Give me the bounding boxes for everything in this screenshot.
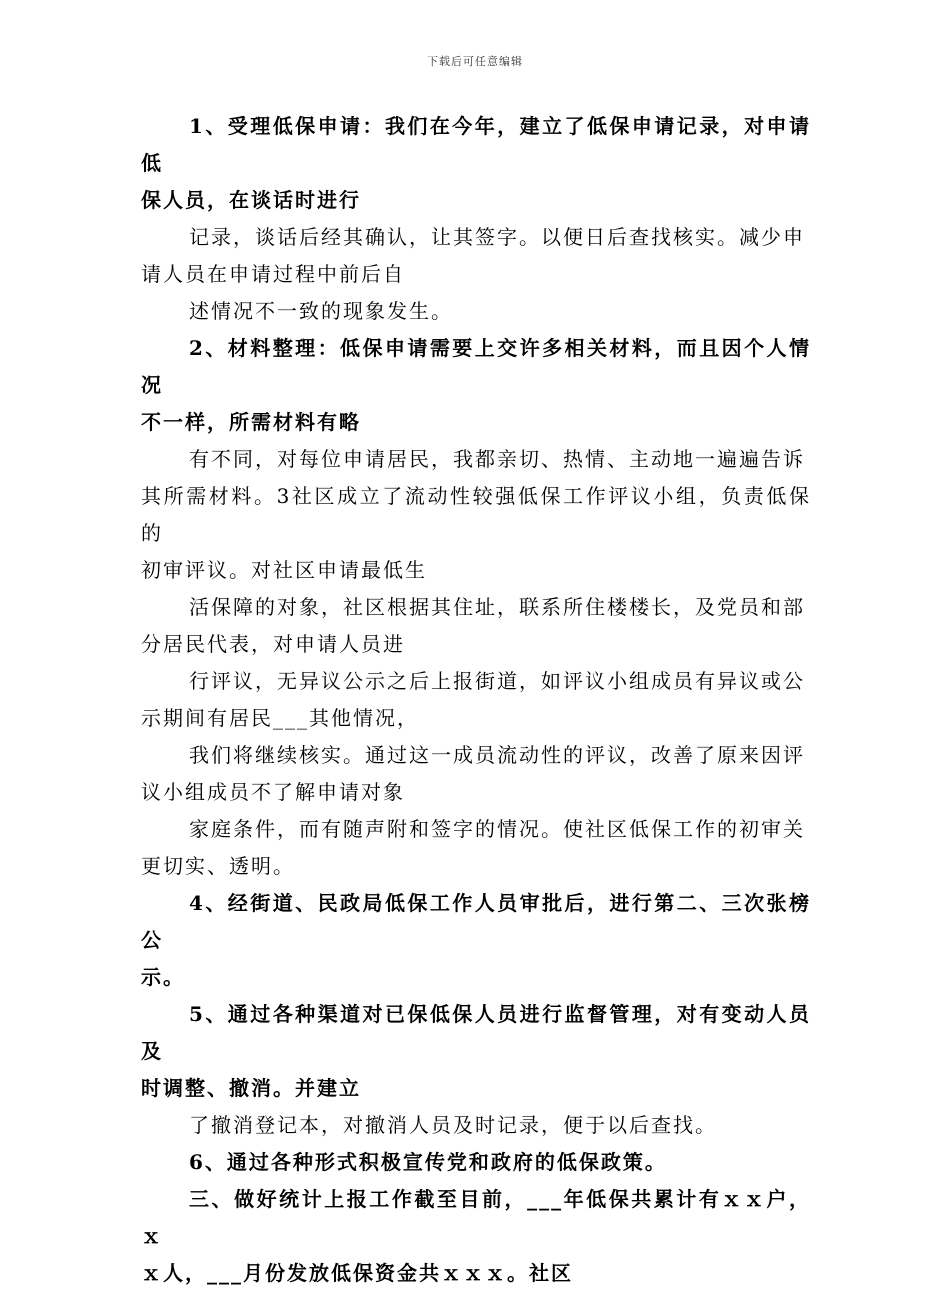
paragraph-line: 活保障的对象，社区根据其住址，联系所住楼楼长，及党员和部 <box>189 595 805 619</box>
paragraph-line: 1、受理低保申请：我们在今年，建立了低保申请记录，对申请低 <box>141 114 811 175</box>
paragraph-line: 我们将继续核实。通过这一成员流动性的评议，改善了原来因评 <box>189 743 805 767</box>
paragraph-line: 议小组成员不了解申请对象 <box>141 780 405 804</box>
paragraph-line: 述情况不一致的现象发生。 <box>189 299 453 323</box>
paragraph-line: 三、做好统计上报工作截至目前，___年低保共累计有ｘｘ户，ｘ <box>141 1187 811 1248</box>
paragraph-line: 有不同，对每位申请居民，我都亲切、热情、主动地一遍遍告诉 <box>189 447 805 471</box>
document-paragraph <box>141 219 811 293</box>
page-header: 下载后可任意编辑 <box>427 55 523 68</box>
document-paragraph <box>141 441 811 589</box>
document-paragraph <box>141 1107 811 1144</box>
document-paragraph <box>141 663 811 737</box>
paragraph-line: 请人员在申请过程中前后自 <box>141 262 405 286</box>
document-paragraph <box>141 293 811 330</box>
paragraph-line: 时调整、撤消。并建立 <box>141 1076 361 1100</box>
paragraph-line: 更切实、透明。 <box>141 854 295 878</box>
paragraph-line: 家庭条件，而有随声附和签字的情况。使社区低保工作的初审关 <box>189 817 805 841</box>
paragraph-line: 4、经街道、民政局低保工作人员审批后，进行第二、三次张榜公 <box>141 891 811 952</box>
paragraph-line: ｘ人，___月份发放低保资金共ｘｘｘ。社区 <box>141 1261 573 1285</box>
document-paragraph <box>141 330 811 441</box>
document-body <box>141 108 811 1292</box>
document-paragraph <box>141 737 811 811</box>
paragraph-line: 保人员，在谈话时进行 <box>141 188 361 212</box>
paragraph-line: 不一样，所需材料有略 <box>141 410 361 434</box>
document-paragraph <box>141 1181 811 1292</box>
document-paragraph <box>141 108 811 219</box>
document-paragraph <box>141 996 811 1107</box>
paragraph-line: 示。 <box>141 965 185 989</box>
paragraph-line: 记录，谈话后经其确认，让其签字。以便日后查找核实。减少申 <box>189 225 805 249</box>
paragraph-line: 其所需材料。3社区成立了流动性较强低保工作评议小组，负责低保的 <box>141 484 811 545</box>
document-paragraph <box>141 811 811 885</box>
paragraph-line: 初审评议。对社区申请最低生 <box>141 558 427 582</box>
paragraph-line: 了撤消登记本，对撤消人员及时记录，便于以后查找。 <box>189 1113 717 1137</box>
paragraph-line: 行评议，无异议公示之后上报街道，如评议小组成员有异议或公 <box>189 669 805 693</box>
paragraph-line: 分居民代表，对申请人员进 <box>141 632 405 656</box>
document-paragraph <box>141 1144 811 1181</box>
document-paragraph <box>141 885 811 996</box>
document-paragraph <box>141 589 811 663</box>
paragraph-line: 6、通过各种形式积极宣传党和政府的低保政策。 <box>189 1150 667 1174</box>
paragraph-line: 5、通过各种渠道对已保低保人员进行监督管理，对有变动人员及 <box>141 1002 811 1063</box>
paragraph-line: 2、材料整理：低保申请需要上交许多相关材料，而且因个人情况 <box>141 336 811 397</box>
paragraph-line: 示期间有居民___其他情况， <box>141 706 419 730</box>
